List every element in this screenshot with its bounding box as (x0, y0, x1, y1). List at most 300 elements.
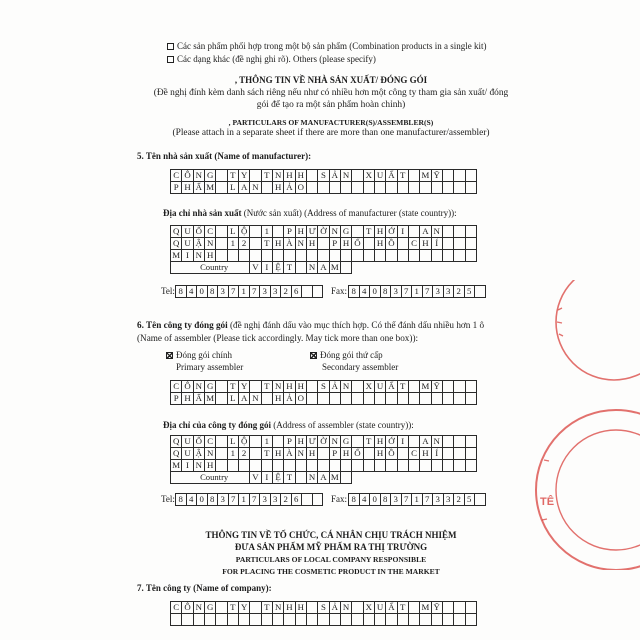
letter-box (364, 238, 375, 250)
letter-box (330, 250, 341, 262)
letter-box: Ô (182, 602, 193, 614)
letter-box: M (330, 262, 341, 274)
letter-box (466, 226, 477, 238)
letter-box (454, 448, 465, 460)
letter-box: 4 (360, 286, 371, 298)
letter-box: Ố (194, 226, 205, 238)
letter-box: O (296, 182, 307, 194)
letter-box (307, 250, 318, 262)
letter-box (318, 250, 329, 262)
letter-box: Ấ (386, 381, 397, 393)
letter-box (216, 393, 227, 405)
letter-box (296, 250, 307, 262)
letter-box (307, 182, 318, 194)
letter-box: H (296, 170, 307, 182)
letter-box (216, 460, 227, 472)
letter-box (364, 460, 375, 472)
grid-row (171, 238, 477, 250)
letter-box (330, 393, 341, 405)
section-note-vi-line: (Đề nghị đính kèm danh sách riêng nếu như có nhiều hơn một công ty tham gia sản xuất/ đóng (153, 88, 509, 98)
checkbox-others[interactable] (167, 56, 174, 63)
letter-box: 2 (239, 238, 250, 250)
letter-box: N (341, 381, 352, 393)
letter-box: M (330, 472, 341, 484)
letter-box: H (182, 393, 193, 405)
assembler-name-grid (170, 380, 477, 405)
letter-box (262, 250, 273, 262)
letter-box (466, 602, 477, 614)
country-cells (250, 262, 352, 274)
letter-box: Ả (284, 393, 295, 405)
letter-box (352, 226, 363, 238)
letter-box: 3 (444, 494, 455, 506)
letter-box: H (284, 170, 295, 182)
letter-box: I (398, 226, 409, 238)
letter-box: N (307, 262, 318, 274)
option-primary-assembler (166, 349, 232, 361)
letter-box (466, 436, 477, 448)
letter-box (420, 393, 431, 405)
letter-box: H (284, 602, 295, 614)
letter-box: A (318, 262, 329, 274)
letter-box: 7 (423, 286, 434, 298)
letter-box (318, 448, 329, 460)
letter-box (364, 614, 375, 626)
fax-label: Fax: (331, 286, 348, 296)
option-label-vi: Đóng gói thứ cấp (320, 350, 383, 360)
letter-box: C (171, 381, 182, 393)
grid-row (171, 436, 477, 448)
letter-box: M (420, 170, 431, 182)
address-label-bold: Địa chỉ nhà sản xuất (163, 208, 242, 218)
letter-box (284, 460, 295, 472)
letter-box (262, 460, 273, 472)
letter-box: N (341, 602, 352, 614)
letter-box (398, 393, 409, 405)
letter-box (364, 393, 375, 405)
letter-box: S (318, 381, 329, 393)
letter-box: Ô (182, 170, 193, 182)
letter-box: N (432, 226, 443, 238)
letter-box: À (284, 238, 295, 250)
address-label-rest: (Address of assembler (state country)): (271, 420, 414, 430)
letter-box: 7 (229, 494, 240, 506)
letter-box: V (250, 472, 261, 484)
letter-box: Ờ (318, 226, 329, 238)
letter-box: X (364, 602, 375, 614)
letter-box: H (307, 448, 318, 460)
letter-box: H (375, 226, 386, 238)
letter-box: A (420, 226, 431, 238)
letter-box (409, 170, 420, 182)
letter-box: 8 (208, 494, 219, 506)
letter-box (284, 614, 295, 626)
letter-box (432, 250, 443, 262)
letter-box (398, 614, 409, 626)
letter-box: Ỹ (432, 381, 443, 393)
letter-box: 2 (239, 448, 250, 460)
section-note-en: (Please attach in a separate sheet if there are more than one manufacturer/assembler) (172, 128, 490, 138)
letter-box: 3 (391, 494, 402, 506)
letter-box (352, 182, 363, 194)
letter-box: 4 (360, 494, 371, 506)
letter-box: 4 (187, 286, 198, 298)
letter-box (454, 238, 465, 250)
letter-box: I (398, 436, 409, 448)
letter-box: À (284, 448, 295, 460)
letter-box (352, 393, 363, 405)
letter-box (273, 436, 284, 448)
letter-box (296, 614, 307, 626)
letter-box: C (171, 170, 182, 182)
letter-box: N (194, 170, 205, 182)
letter-box: M (171, 250, 182, 262)
letter-box (250, 170, 261, 182)
letter-box: 3 (260, 494, 271, 506)
letter-box (250, 460, 261, 472)
letter-box: 1 (412, 494, 423, 506)
letter-box (409, 393, 420, 405)
letter-box: T (262, 602, 273, 614)
letter-box: T (284, 472, 295, 484)
letter-box (454, 602, 465, 614)
letter-box: 6 (292, 286, 303, 298)
letter-box (454, 393, 465, 405)
letter-box: T (398, 602, 409, 614)
stamp-text: TÊ (540, 496, 555, 508)
letter-box: Y (239, 602, 250, 614)
letter-box (216, 381, 227, 393)
assembler-heading-bold: 6. Tên công ty đóng gói (137, 320, 228, 330)
grid-row (171, 182, 477, 194)
letter-box: X (364, 170, 375, 182)
letter-box (352, 381, 363, 393)
letter-box: Ớ (386, 436, 397, 448)
letter-box: 7 (250, 286, 261, 298)
letter-box: T (262, 238, 273, 250)
grid-row (171, 381, 477, 393)
letter-box: M (205, 182, 216, 194)
letter-box (466, 614, 477, 626)
letter-box: H (420, 238, 431, 250)
letter-box (250, 250, 261, 262)
letter-box: Ấ (386, 170, 397, 182)
letter-box: T (262, 381, 273, 393)
letter-box: N (296, 238, 307, 250)
letter-box: P (171, 393, 182, 405)
responsible-title-line: THÔNG TIN VỀ TỔ CHỨC, CÁ NHÂN CHỊU TRÁCH NHIỆM (205, 530, 457, 540)
letter-box (250, 614, 261, 626)
letter-box: U (182, 436, 193, 448)
letter-box: S (318, 602, 329, 614)
letter-box: H (273, 393, 284, 405)
letter-box (454, 170, 465, 182)
letter-box: 8 (349, 286, 360, 298)
letter-box (409, 250, 420, 262)
letter-box (250, 238, 261, 250)
letter-box (216, 602, 227, 614)
letter-box: L (228, 182, 239, 194)
letter-box: Ả (330, 381, 341, 393)
letter-box (216, 182, 227, 194)
letter-box: M (171, 460, 182, 472)
letter-box: Ệ (273, 472, 284, 484)
assembler-heading-rest: (đề nghị đánh dấu vào mục thích hợp. Có thể đánh dấu nhiều hơn 1 ô (227, 320, 485, 330)
letter-box: Ồ (386, 448, 397, 460)
letter-box: N (194, 250, 205, 262)
letter-box: G (205, 381, 216, 393)
letter-box: C (171, 602, 182, 614)
letter-box (341, 460, 352, 472)
letter-box (302, 286, 313, 298)
letter-box (466, 238, 477, 250)
letter-box (313, 286, 324, 298)
letter-box (454, 250, 465, 262)
letter-box (409, 436, 420, 448)
letter-box (239, 614, 250, 626)
address-label-bold: Địa chỉ của công ty đóng gói (163, 420, 272, 430)
letter-box: N (432, 436, 443, 448)
letter-box (330, 614, 341, 626)
letter-box: Q (171, 238, 182, 250)
letter-box: T (398, 381, 409, 393)
letter-box (443, 602, 454, 614)
letter-box: H (284, 381, 295, 393)
letter-box (250, 448, 261, 460)
letter-box: H (273, 182, 284, 194)
responsible-title-line: FOR PLACING THE COSMETIC PRODUCT IN THE MARKET (222, 567, 440, 576)
checkbox-combination-kit[interactable] (167, 43, 174, 50)
letter-box: 1 (412, 286, 423, 298)
letter-box: Ậ (194, 448, 205, 460)
letter-box: Ẩ (194, 182, 205, 194)
assembler-tel-grid (175, 493, 323, 506)
checkbox-secondary-assembler[interactable] (310, 352, 317, 359)
letter-box: 8 (349, 494, 360, 506)
letter-box: 5 (465, 286, 476, 298)
red-stamp-fragment (520, 280, 640, 570)
letter-box (262, 393, 273, 405)
letter-box (386, 250, 397, 262)
letter-box (398, 238, 409, 250)
option-combination-kit (167, 40, 486, 52)
letter-box (273, 614, 284, 626)
letter-box (409, 381, 420, 393)
letter-box (409, 614, 420, 626)
letter-box: H (375, 436, 386, 448)
letter-box: 7 (423, 494, 434, 506)
letter-box (398, 250, 409, 262)
letter-box: 3 (391, 286, 402, 298)
letter-box: 1 (239, 286, 250, 298)
letter-box: N (330, 226, 341, 238)
letter-box: T (262, 448, 273, 460)
letter-box: 8 (176, 286, 187, 298)
letter-box (284, 250, 295, 262)
responsible-title-line: PARTICULARS OF LOCAL COMPANY RESPONSIBLE (235, 555, 427, 564)
address-label-rest: (Nước sản xuất) (Address of manufacturer (state country)): (241, 208, 457, 218)
letter-box: N (250, 182, 261, 194)
letter-box (239, 250, 250, 262)
letter-box: C (409, 238, 420, 250)
letter-box: Ộ (239, 226, 250, 238)
checkbox-primary-assembler[interactable] (166, 352, 173, 359)
letter-box (375, 182, 386, 194)
letter-box (239, 460, 250, 472)
letter-box: Ỹ (432, 602, 443, 614)
letter-box (420, 460, 431, 472)
letter-box (352, 250, 363, 262)
letter-box (466, 381, 477, 393)
letter-box: H (375, 448, 386, 460)
letter-box: N (194, 381, 205, 393)
letter-box: Ỹ (432, 170, 443, 182)
letter-box: N (296, 448, 307, 460)
letter-box (352, 170, 363, 182)
stamp-ring (556, 430, 640, 550)
letter-box: 3 (433, 494, 444, 506)
letter-box: 1 (262, 436, 273, 448)
letter-box (466, 250, 477, 262)
manufacturer-tel-grid (175, 285, 323, 298)
responsible-company-name-grid (170, 601, 477, 626)
assembler-fax-grid (348, 493, 486, 506)
letter-box: Ấ (386, 602, 397, 614)
letter-box: T (364, 226, 375, 238)
letter-box: 7 (250, 494, 261, 506)
letter-box: 1 (228, 448, 239, 460)
letter-box (364, 182, 375, 194)
letter-box: H (307, 238, 318, 250)
letter-box (475, 494, 486, 506)
letter-box: U (182, 448, 193, 460)
letter-box: A (420, 436, 431, 448)
letter-box: Q (171, 448, 182, 460)
letter-box (216, 614, 227, 626)
letter-box (216, 250, 227, 262)
letter-box (296, 262, 307, 274)
letter-box (307, 170, 318, 182)
letter-box: I (182, 460, 193, 472)
letter-box (302, 494, 313, 506)
letter-box: T (228, 381, 239, 393)
letter-box (443, 614, 454, 626)
letter-box (216, 436, 227, 448)
stamp-mark (557, 308, 563, 336)
letter-box: 2 (454, 494, 465, 506)
stamp-ring (556, 280, 640, 380)
letter-box (171, 614, 182, 626)
letter-box: C (205, 226, 216, 238)
letter-box (250, 436, 261, 448)
letter-box: Ồ (386, 238, 397, 250)
letter-box (375, 614, 386, 626)
option-label-vi: Đóng gói chính (176, 350, 232, 360)
letter-box: 7 (229, 286, 240, 298)
country-label: Country (171, 262, 250, 274)
grid-row (171, 614, 477, 626)
letter-box (205, 614, 216, 626)
letter-box: 3 (433, 286, 444, 298)
letter-box: Q (171, 436, 182, 448)
letter-box (250, 226, 261, 238)
letter-box: Ả (284, 182, 295, 194)
letter-box: Ư (307, 226, 318, 238)
letter-box: S (318, 170, 329, 182)
letter-box: U (375, 170, 386, 182)
letter-box (386, 182, 397, 194)
letter-box: Í (432, 448, 443, 460)
letter-box: Ô (182, 381, 193, 393)
letter-box: 2 (281, 286, 292, 298)
letter-box (409, 602, 420, 614)
letter-box: T (228, 170, 239, 182)
letter-box: Ậ (194, 238, 205, 250)
letter-box (262, 614, 273, 626)
letter-box (466, 460, 477, 472)
letter-box (398, 182, 409, 194)
letter-box (409, 460, 420, 472)
letter-box (341, 250, 352, 262)
letter-box (432, 393, 443, 405)
letter-box (454, 436, 465, 448)
letter-box (352, 614, 363, 626)
section-title-en: , PARTICULARS OF MANUFACTURER(S)/ASSEMBLER(S) (228, 118, 434, 127)
letter-box: V (250, 262, 261, 274)
letter-box: P (284, 436, 295, 448)
grid-row (171, 448, 477, 460)
letter-box: H (420, 448, 431, 460)
letter-box (443, 226, 454, 238)
letter-box: 3 (218, 494, 229, 506)
letter-box: Ố (194, 436, 205, 448)
letter-box (250, 602, 261, 614)
letter-box: M (205, 393, 216, 405)
assembler-address-label (163, 419, 414, 431)
responsible-company-heading: 7. Tên công ty (Name of company): (137, 583, 272, 593)
letter-box (216, 170, 227, 182)
section-title-vi: , THÔNG TIN VỀ NHÀ SẢN XUẤT/ ĐÓNG GÓI (234, 75, 428, 85)
manufacturer-name-grid (170, 169, 477, 194)
letter-box (398, 448, 409, 460)
assembler-heading (137, 319, 484, 331)
letter-box: Ộ (239, 436, 250, 448)
letter-box: L (228, 226, 239, 238)
letter-box: 3 (271, 286, 282, 298)
option-secondary-assembler (310, 349, 383, 361)
option-label-en: Secondary assembler (322, 362, 399, 372)
option-label: Các dạng khác (đề nghị ghi rõ). Others (please specify) (177, 54, 376, 64)
letter-box: N (341, 170, 352, 182)
letter-box: M (420, 602, 431, 614)
manufacturer-address-label (163, 207, 457, 219)
letter-box: 4 (187, 494, 198, 506)
letter-box: N (250, 393, 261, 405)
letter-box (273, 226, 284, 238)
letter-box: C (205, 436, 216, 448)
grid-row (171, 393, 477, 405)
letter-box (364, 250, 375, 262)
letter-box: U (375, 602, 386, 614)
letter-box (432, 182, 443, 194)
letter-box: Ả (330, 170, 341, 182)
letter-box (250, 381, 261, 393)
letter-box: O (296, 393, 307, 405)
letter-box: G (205, 170, 216, 182)
grid-row (171, 250, 477, 262)
letter-box (409, 182, 420, 194)
letter-box: 0 (197, 494, 208, 506)
